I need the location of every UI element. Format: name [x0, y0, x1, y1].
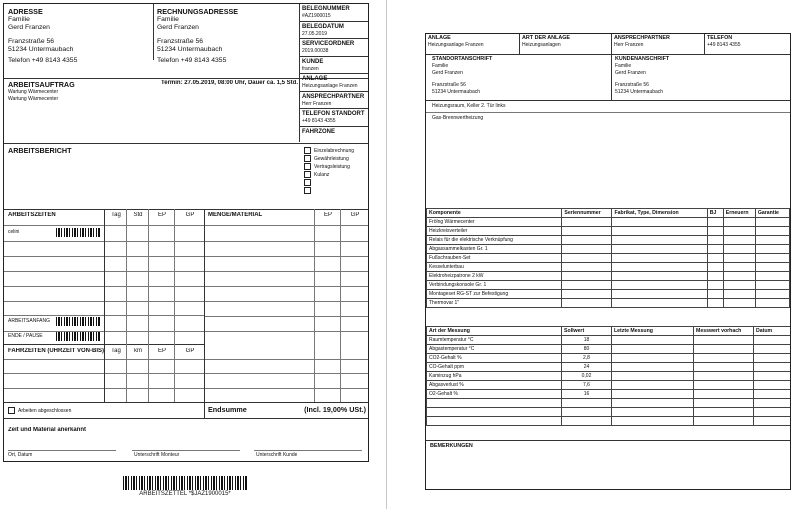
- table-row: [427, 381, 791, 390]
- zeiten-col: EP: [157, 212, 166, 218]
- rechnung-city: 51234 Untermaubach: [157, 46, 223, 53]
- mess-col: Sollwert: [562, 327, 612, 336]
- bericht-block: [8, 146, 208, 155]
- mess-name: Abgastemperatur °C: [427, 345, 562, 354]
- kunde-line1: Familie: [615, 63, 632, 69]
- bemerkungen-label: BEMERKUNGEN: [430, 443, 473, 449]
- kunde-street: Franzstraße 56: [615, 82, 649, 88]
- checkbox[interactable]: [304, 179, 311, 186]
- endsumme-label: Endsumme: [208, 405, 247, 414]
- bericht-label: ARBEITSBERICHT: [8, 146, 72, 155]
- mess-soll: 80: [562, 345, 612, 354]
- zeiten-col: Std: [133, 212, 143, 218]
- abgeschlossen-row: [8, 407, 104, 414]
- komp-name: Frölng Wärmecenter: [427, 218, 562, 227]
- mess-name: Raumtemperatur °C: [427, 336, 562, 345]
- abgeschlossen-label: Arbeiten abgeschlossen: [18, 407, 72, 414]
- mess-soll: 24: [562, 363, 612, 372]
- mess-name: CO-Gehalt ppm: [427, 363, 562, 372]
- material-label: MENGE/MATERIAL: [208, 212, 263, 218]
- anlage-value: Heizungsanlage Franzen: [302, 83, 358, 89]
- mess-soll: [562, 408, 612, 417]
- rechnung-line2: Gerd Franzen: [157, 24, 199, 31]
- table-row: [427, 363, 791, 372]
- table-row: [427, 245, 790, 254]
- standort-block: [432, 56, 607, 95]
- auftrag-label: ARBEITSAUFTRAG: [8, 80, 75, 89]
- endsumme-note: (Incl. 19,00% USt.): [304, 405, 366, 414]
- standort-label: STANDORTANSCHRIFT: [432, 56, 493, 62]
- komp-name: Kesselunterbau: [427, 263, 562, 272]
- endsumme-row: [208, 405, 366, 415]
- table-row: [427, 372, 791, 381]
- kunde-label: KUNDE: [302, 58, 324, 65]
- table-row: [427, 399, 791, 408]
- serviceordner-label: SERVICEORDNER: [302, 41, 355, 47]
- raum-text: Heizungsraum, Keller 2. Tür links: [432, 103, 506, 109]
- komp-col: Komponente: [427, 209, 562, 218]
- table-row: [427, 345, 791, 354]
- ansprech-label: ANSPRECHPARTNER: [614, 35, 670, 41]
- table-row: [427, 408, 791, 417]
- adresse-phone: Telefon +49 8143 4355: [8, 57, 78, 64]
- belegdatum-value: 27.05.2019: [302, 30, 328, 37]
- table-row: [427, 390, 791, 399]
- brenner-text: Gas-Brennwertheizung: [432, 115, 484, 121]
- material-col: GP: [350, 212, 360, 218]
- zeiten-label: ARBEITSZEITEN: [8, 212, 56, 218]
- mess-name: Kaminzug hPa: [427, 372, 562, 381]
- komp-name: Fußschrauben-Set: [427, 254, 562, 263]
- auftrag-line1: Wartung Wärmecenter: [8, 89, 59, 95]
- komp-name: Abgassammelkasten Gr. 1: [427, 245, 562, 254]
- checkbox[interactable]: [304, 163, 311, 170]
- adresse-label: ADRESSE: [8, 7, 43, 16]
- standort-line2: Gerd Franzen: [432, 69, 463, 76]
- mess-soll: [562, 417, 612, 426]
- serviceordner-value: 2019.00038: [302, 48, 329, 54]
- adresse-line2: Gerd Franzen: [8, 24, 50, 31]
- mess-name: CO2-Gehalt %: [427, 354, 562, 363]
- checkbox[interactable]: [304, 147, 311, 154]
- arbeitsanfang-barcode: [56, 317, 100, 326]
- mess-col: Datum: [754, 327, 791, 336]
- ende-label: ENDE / PAUSE: [8, 333, 43, 339]
- table-row: [427, 254, 790, 263]
- table-row: [427, 336, 791, 345]
- auftrag-termin: Termin: 27.05.2019, 08:00 Uhr, Dauer ca. 1,5 Std.: [161, 80, 298, 86]
- mess-name: Abgasverlust %: [427, 381, 562, 390]
- rechnung-street: Franzstraße 56: [157, 38, 204, 45]
- kunde-label: KUNDENANSCHRIFT: [615, 56, 670, 62]
- adresse-city: 51234 Untermaubach: [8, 46, 74, 53]
- telstandort-value: +49 8143 4355: [302, 118, 336, 124]
- check-label: Kulanz: [314, 171, 330, 178]
- footer-text: ARBEITSZETTEL *$JAZ1900015*: [139, 491, 231, 497]
- mess-col: Messwert vorhach: [694, 327, 754, 336]
- mess-name: O2-Gehalt %: [427, 390, 562, 399]
- mess-soll: 7,6: [562, 381, 612, 390]
- abgeschlossen-checkbox[interactable]: [8, 407, 15, 414]
- komp-name: Elektroheizpatrone 2 kW: [427, 272, 562, 281]
- komp-name: Relais für die elektrische Verknüpfung: [427, 236, 562, 245]
- komponenten-table: [426, 208, 790, 308]
- ansprech-value: Herr Franzen: [302, 100, 332, 107]
- anlage-label: ANLAGE: [302, 76, 328, 82]
- komp-col: Garantie: [755, 209, 789, 218]
- sig-kunde: Unterschrift Kunde: [256, 452, 298, 458]
- table-row: [427, 263, 790, 272]
- komp-col: Erneuern: [723, 209, 755, 218]
- kunde-line2: Gerd Franzen: [615, 69, 646, 76]
- belegnummer-label: BELEGNUMMER: [302, 6, 350, 12]
- zeiten-col: Tag: [111, 212, 121, 218]
- belegnummer-value: #AZ1900015: [302, 13, 331, 19]
- check-label: Gewährleistung: [314, 155, 349, 162]
- komp-name: Verbindungskonsole Gr. 1: [427, 281, 562, 290]
- mess-soll: [562, 399, 612, 408]
- mess-col: Letzte Messung: [612, 327, 694, 336]
- belegdatum-label: BELEGDATUM: [302, 23, 344, 30]
- kunde-block: [615, 56, 787, 95]
- rechnung-line1: Familie: [157, 16, 179, 23]
- telefon-value: +49 8143 4355: [707, 42, 741, 48]
- table-row: [427, 299, 790, 308]
- fahrzeiten-col: km: [134, 348, 142, 354]
- anlage-label: ANLAGE: [428, 35, 451, 41]
- auftrag-line2: Wartung Wärmecenter: [8, 95, 59, 102]
- checkbox[interactable]: [304, 171, 311, 178]
- rechnung-block: [157, 7, 297, 65]
- check-label: Einzelabrechnung: [314, 147, 355, 154]
- table-row: [427, 236, 790, 245]
- auftrag-block: [8, 80, 298, 102]
- adresse-street: Franzstraße 56: [8, 38, 55, 45]
- mess-soll: 0,02: [562, 372, 612, 381]
- fahrzone-label: FAHRZONE: [302, 128, 335, 135]
- messung-table: [426, 326, 790, 426]
- worker-barcode: [56, 228, 100, 237]
- fahrzeiten-col: GP: [185, 348, 195, 354]
- adresse-line1: Familie: [8, 16, 30, 23]
- worker-name: celini: [8, 229, 20, 235]
- bericht-checks: [304, 147, 366, 195]
- sig-ort: Ort, Datum: [8, 452, 33, 458]
- table-row: [427, 354, 791, 363]
- arbeitszettel-page: [3, 3, 369, 462]
- table-row: [427, 417, 791, 426]
- table-row: [427, 290, 790, 299]
- standort-city: 51234 Untermaubach: [432, 88, 481, 95]
- zeiten-col: GP: [185, 212, 195, 218]
- komp-col: Fabrikat, Type, Dimension: [612, 209, 707, 218]
- art-value: Heizungsanlagen: [522, 42, 561, 48]
- art-label: ART DER ANLAGE: [522, 35, 571, 41]
- komp-col: Seriennummer: [562, 209, 612, 218]
- kunde-value: franzen: [302, 65, 319, 72]
- adresse-block: [8, 7, 148, 65]
- mess-col: Art der Messung: [427, 327, 562, 336]
- checkbox[interactable]: [304, 155, 311, 162]
- standort-street: Franzstraße 56: [432, 82, 466, 88]
- check-label: Vertragsleistung: [314, 163, 350, 170]
- table-row: [427, 281, 790, 290]
- rechnung-label: RECHNUNGSADRESSE: [157, 7, 239, 16]
- kunde-city: 51234 Untermaubach: [615, 88, 664, 95]
- rechnung-phone: Telefon +49 8143 4355: [157, 57, 227, 64]
- fahrzeiten-label: FAHRZEITEN (UHRZEIT VON-BIS): [8, 348, 104, 354]
- table-row: [427, 218, 790, 227]
- mess-soll: 16: [562, 390, 612, 399]
- telefon-label: TELEFON: [707, 35, 733, 41]
- mess-name: [427, 408, 562, 417]
- page-divider: [386, 0, 387, 509]
- anlage-value: Heizungsanlage Franzen: [428, 42, 484, 48]
- ansprech-value: Herr Franzen: [614, 42, 644, 48]
- komp-name: Heizkreisverteiler: [427, 227, 562, 236]
- table-row: [427, 227, 790, 236]
- checkbox[interactable]: [304, 187, 311, 194]
- fahrzeiten-col: Tag: [111, 348, 121, 354]
- table-row: [427, 272, 790, 281]
- meta-column: [300, 4, 368, 142]
- komp-name: Thermovar 1": [427, 299, 562, 308]
- sig-monteur: Unterschrift Monteur: [134, 452, 180, 458]
- mess-name: [427, 417, 562, 426]
- mess-name: [427, 399, 562, 408]
- komp-name: Montageset RG-ST zur Befestigung: [427, 290, 562, 299]
- footer-barcode: [123, 476, 247, 490]
- fahrzeiten-col: EP: [157, 348, 166, 354]
- standort-line1: Familie: [432, 63, 449, 69]
- komp-col: BJ: [707, 209, 723, 218]
- mess-soll: 2,8: [562, 354, 612, 363]
- anerkannt-label: Zeit und Material anerkannt: [8, 427, 87, 433]
- mess-soll: 18: [562, 336, 612, 345]
- anlagenblatt-page: [425, 33, 791, 490]
- arbeitsanfang-label: ARBEITSANFANG: [8, 318, 50, 324]
- ende-barcode: [56, 332, 100, 341]
- telstandort-label: TELEFON STANDORT: [302, 111, 365, 117]
- material-col: EP: [323, 212, 332, 218]
- ansprech-label: ANSPRECHPARTNER: [302, 93, 365, 100]
